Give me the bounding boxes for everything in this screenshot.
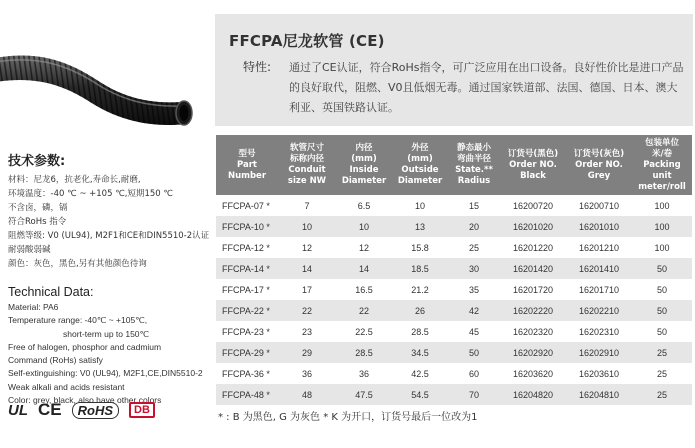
column-header-line: Order NO. — [575, 159, 623, 170]
table-cell: 18.5 — [392, 258, 448, 279]
column-header-line: 订货号(灰色) — [573, 148, 625, 159]
table-cell: 29 — [278, 342, 336, 363]
column-header-line: 米/卷 — [651, 148, 673, 159]
column-header-line: (mm) — [351, 154, 377, 164]
table-cell: 22 — [336, 300, 392, 321]
table-cell: 16201410 — [566, 258, 632, 279]
product-table — [216, 135, 692, 405]
table-cell: 14 — [278, 258, 336, 279]
table-cell: 28.5 — [336, 342, 392, 363]
table-cell: 16204820 — [500, 384, 566, 405]
table-cell: 35 — [448, 279, 500, 300]
column-header-line: Packing unit — [643, 159, 681, 181]
table-row — [216, 300, 692, 321]
spec-list-cn — [8, 173, 214, 271]
column-header — [216, 135, 278, 195]
column-header-line: (mm) — [407, 154, 433, 164]
column-header-line: 静态最小 — [456, 143, 491, 153]
table-cell: 6.5 — [336, 195, 392, 216]
column-header-line: Radius — [457, 176, 491, 186]
table-row — [216, 321, 692, 342]
rohs-logo-icon: RoHS — [72, 402, 119, 419]
column-header-line: 内径 — [355, 143, 373, 153]
table-cell: 48 — [278, 384, 336, 405]
column-header-line: 弯曲半径 — [456, 154, 491, 164]
product-title — [229, 30, 385, 51]
table-row — [216, 237, 692, 258]
table-cell: 16.5 — [336, 279, 392, 300]
table-cell: 30 — [448, 258, 500, 279]
table-cell: 16201220 — [500, 237, 566, 258]
spec-line-en: Weak alkali and acids resistant — [8, 381, 125, 392]
table-cell: 15.8 — [392, 237, 448, 258]
ul-logo-icon: UL — [8, 401, 28, 419]
part-number-cell: FFCPA-07 * — [216, 195, 278, 216]
spec-title-en: Technical Data: — [8, 285, 94, 299]
spec-line: 阻燃等级: V0 (UL94), M2F1和CE和DIN5510-2认证 — [8, 231, 210, 241]
table-cell: 34.5 — [392, 342, 448, 363]
table-row — [216, 195, 692, 216]
part-number-cell: FFCPA-10 * — [216, 216, 278, 237]
table-row — [216, 342, 692, 363]
column-header — [278, 135, 336, 195]
table-cell: 22.5 — [336, 321, 392, 342]
column-header-line: Inside — [349, 165, 379, 175]
table-cell: 50 — [632, 258, 692, 279]
part-number-cell: FFCPA-12 * — [216, 237, 278, 258]
column-header-line: Number — [227, 170, 267, 181]
column-header-line: 订货号(黑色) — [507, 148, 559, 159]
column-header-line: 包装单位 — [644, 137, 679, 148]
column-header-line: Diameter — [397, 176, 443, 186]
hose-illustration — [0, 0, 215, 145]
table-cell: 70 — [448, 384, 500, 405]
table-cell: 50 — [632, 321, 692, 342]
column-header-line: Black — [520, 170, 546, 181]
column-header-line: Grey — [587, 170, 611, 181]
features-label: 特性: — [243, 60, 272, 74]
table-cell: 54.5 — [392, 384, 448, 405]
table-header-row — [216, 135, 692, 195]
part-number-cell: FFCPA-17 * — [216, 279, 278, 300]
table-cell: 16201210 — [566, 237, 632, 258]
table-cell: 36 — [278, 363, 336, 384]
column-header-line: Conduit — [288, 165, 326, 175]
column-header-line: 标称内径 — [289, 154, 324, 164]
spec-list-en — [8, 301, 214, 407]
db-logo-icon: DB — [129, 402, 155, 418]
table-row — [216, 384, 692, 405]
table-body — [216, 195, 692, 405]
spec-line: 符合RoHs 指令 — [8, 217, 67, 227]
column-header — [566, 135, 632, 195]
table-cell: 16202210 — [566, 300, 632, 321]
spec-line: 耐弱酸弱碱 — [8, 245, 51, 255]
table-cell: 12 — [278, 237, 336, 258]
table-cell: 16203620 — [500, 363, 566, 384]
table-cell: 36 — [336, 363, 392, 384]
table-cell: 17 — [278, 279, 336, 300]
table-cell: 12 — [336, 237, 392, 258]
part-number-cell: FFCPA-23 * — [216, 321, 278, 342]
table-row — [216, 216, 692, 237]
table-footnote: * : B 为黑色, G 为灰色 * K 为开口，订货号最后一位改为1 — [218, 412, 478, 423]
table-cell: 60 — [448, 363, 500, 384]
table-cell: 50 — [448, 342, 500, 363]
certification-logos — [8, 398, 214, 422]
column-header-line: meter/roll — [638, 181, 686, 192]
table-cell: 100 — [632, 195, 692, 216]
table-cell: 16201010 — [566, 216, 632, 237]
table-cell: 10 — [392, 195, 448, 216]
table-cell: 14 — [336, 258, 392, 279]
column-header-line: Order NO. — [509, 159, 557, 170]
table-cell: 42.5 — [392, 363, 448, 384]
part-number-cell: FFCPA-48 * — [216, 384, 278, 405]
spec-line-en: Self-extinguishing: V0 (UL94), M2F1,CE,DIN5510-2 — [8, 368, 203, 379]
table-cell: 16203610 — [566, 363, 632, 384]
table-cell: 13 — [392, 216, 448, 237]
table-cell: 20 — [448, 216, 500, 237]
features-text: 通过了CE认证，符合RoHs指令，可广泛应用在出口设备。良好性价比是进口产品的良好取代，阻燃、V0且低烟无毒。通过国家铁道部、法国、德国、日本、澳大利亚、英国铁路认证。 — [289, 61, 684, 114]
column-header — [448, 135, 500, 195]
spec-line: 颜色：灰色，黑色,另有其他颜色待询 — [8, 259, 147, 269]
table-cell: 16202910 — [566, 342, 632, 363]
spec-line-en: Command (RoHs) satisfy — [8, 355, 103, 366]
column-header-line: Part — [237, 159, 257, 170]
table-cell: 16201710 — [566, 279, 632, 300]
table-cell: 16202320 — [500, 321, 566, 342]
column-header — [500, 135, 566, 195]
table-cell: 16201720 — [500, 279, 566, 300]
spec-line: 材料：尼龙6，抗老化,寿命长,耐磨, — [8, 175, 141, 185]
product-header — [215, 14, 693, 126]
spec-line: 环境温度：-40 ℃ ~ +105 ℃,短期150 ℃ — [8, 189, 173, 199]
table-cell: 16202310 — [566, 321, 632, 342]
table-cell: 16201020 — [500, 216, 566, 237]
product-title-text: FFCPA尼龙软管 — [229, 32, 344, 50]
column-header-line: 软管尺寸 — [289, 143, 324, 153]
table-cell: 23 — [278, 321, 336, 342]
part-number-cell: FFCPA-29 * — [216, 342, 278, 363]
table-cell: 22 — [278, 300, 336, 321]
table-cell: 16202220 — [500, 300, 566, 321]
table-cell: 50 — [632, 279, 692, 300]
column-header-line: 型号 — [238, 148, 256, 159]
column-header — [632, 135, 692, 195]
column-header-line: 外径 — [411, 143, 429, 153]
table-row — [216, 258, 692, 279]
table-cell: 10 — [278, 216, 336, 237]
spec-line-en: Temperature range: -40℃ ~ +105℃, — [8, 315, 148, 326]
column-header — [392, 135, 448, 195]
spec-line: 不含卤，磷，镉 — [8, 203, 68, 213]
table-cell: 26 — [392, 300, 448, 321]
table-cell: 45 — [448, 321, 500, 342]
part-number-cell: FFCPA-14 * — [216, 258, 278, 279]
table-cell: 100 — [632, 237, 692, 258]
table-cell: 25 — [632, 342, 692, 363]
part-number-cell: FFCPA-22 * — [216, 300, 278, 321]
table-cell: 42 — [448, 300, 500, 321]
table-cell: 16204810 — [566, 384, 632, 405]
spec-line-en: short-term up to 150℃ — [63, 328, 150, 339]
table-cell: 15 — [448, 195, 500, 216]
table-cell: 16200720 — [500, 195, 566, 216]
product-image-corrugated-hose — [0, 0, 215, 145]
table-cell: 25 — [448, 237, 500, 258]
column-header — [336, 135, 392, 195]
ce-logo-icon: CE — [38, 400, 62, 419]
column-header-line: size NW — [287, 176, 327, 186]
table-cell: 47.5 — [336, 384, 392, 405]
column-header-line: Outside — [401, 165, 439, 175]
table-cell: 100 — [632, 216, 692, 237]
table-cell: 21.2 — [392, 279, 448, 300]
table-cell: 16200710 — [566, 195, 632, 216]
column-header-line: State.** — [455, 165, 493, 175]
table-row — [216, 363, 692, 384]
spec-line-en: Free of halogen, phosphor and cadmium — [8, 341, 162, 352]
spec-line-en: Material: PA6 — [8, 302, 59, 312]
table-row — [216, 279, 692, 300]
spec-line-en: Color: grey, black, also have other colors — [8, 395, 162, 406]
table-cell: 16201420 — [500, 258, 566, 279]
table-cell: 25 — [632, 363, 692, 384]
column-header-line: Diameter — [341, 176, 387, 186]
spec-title-cn: 技术参数: — [8, 154, 66, 169]
table-cell: 25 — [632, 384, 692, 405]
table-cell: 16202920 — [500, 342, 566, 363]
technical-specs — [8, 150, 214, 407]
table-cell: 28.5 — [392, 321, 448, 342]
table-cell: 50 — [632, 300, 692, 321]
table-cell: 7 — [278, 195, 336, 216]
part-number-cell: FFCPA-36 * — [216, 363, 278, 384]
table-cell: 10 — [336, 216, 392, 237]
ce-mark: (CE) — [348, 32, 385, 50]
